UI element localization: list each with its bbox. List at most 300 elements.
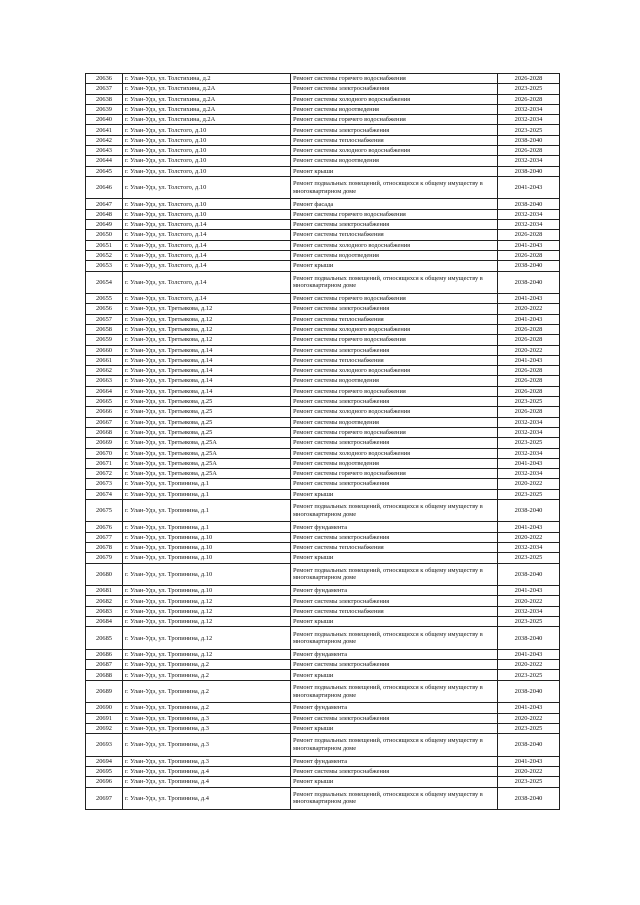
table-row [86,250,560,260]
row-number: 20657 [86,314,123,324]
table-row [86,176,560,199]
period-cell: 2026-2028 [498,146,560,156]
period-cell: 2032-2034 [498,543,560,553]
period-cell: 2038-2040 [498,734,560,757]
table-row [86,135,560,145]
row-number: 20671 [86,458,123,468]
table-row [86,660,560,670]
table-row [86,166,560,176]
table-row [86,649,560,659]
work-type-cell: Ремонт системы водоотведения [291,104,498,114]
work-type-cell: Ремонт крыши [291,166,498,176]
address-cell: г. Улан-Удэ, ул. Толстихина, д.2 [123,74,291,84]
period-cell: 2020-2022 [498,713,560,723]
work-type-cell: Ремонт системы теплоснабжения [291,314,498,324]
work-type-cell: Ремонт системы электроснабжения [291,304,498,314]
row-number: 20638 [86,94,123,104]
address-cell: г. Улан-Удэ, ул. Третьякова, д.14 [123,376,291,386]
table-row [86,304,560,314]
row-number: 20690 [86,703,123,713]
period-cell: 2020-2022 [498,479,560,489]
period-cell: 2038-2040 [498,199,560,209]
work-type-cell: Ремонт системы горячего водоснабжения [291,209,498,219]
table-row [86,84,560,94]
period-cell: 2041-2043 [498,586,560,596]
period-cell: 2038-2040 [498,627,560,650]
table-row [86,104,560,114]
table-row [86,680,560,703]
work-type-cell: Ремонт подвальных помещений, относящихся к общему имуществу в многоквартирном доме [291,680,498,703]
period-cell: 2026-2028 [498,94,560,104]
row-number: 20677 [86,532,123,542]
address-cell: г. Улан-Удэ, ул. Толстого, д.10 [123,209,291,219]
table-row [86,787,560,810]
address-cell: г. Улан-Удэ, ул. Тропинина, д.1 [123,499,291,522]
work-type-cell: Ремонт системы горячего водоснабжения [291,74,498,84]
address-cell: г. Улан-Удэ, ул. Тропинина, д.12 [123,596,291,606]
period-cell: 2032-2034 [498,606,560,616]
work-type-cell: Ремонт системы водоотведения [291,458,498,468]
period-cell: 2026-2028 [498,407,560,417]
row-number: 20681 [86,586,123,596]
address-cell: г. Улан-Удэ, ул. Третьякова, д.12 [123,314,291,324]
row-number: 20687 [86,660,123,670]
period-cell: 2038-2040 [498,261,560,271]
work-type-cell: Ремонт системы электроснабжения [291,479,498,489]
table-row [86,586,560,596]
address-cell: г. Улан-Удэ, ул. Толстихина, д.2А [123,94,291,104]
address-cell: г. Улан-Удэ, ул. Тропинина, д.1 [123,489,291,499]
work-type-cell: Ремонт системы электроснабжения [291,397,498,407]
period-cell: 2038-2040 [498,787,560,810]
repair-schedule-table [85,73,560,810]
address-cell: г. Улан-Удэ, ул. Толстого, д.14 [123,250,291,260]
work-type-cell: Ремонт системы водоотведения [291,250,498,260]
period-cell: 2020-2022 [498,345,560,355]
row-number: 20685 [86,627,123,650]
table-row [86,271,560,294]
work-type-cell: Ремонт системы электроснабжения [291,596,498,606]
address-cell: г. Улан-Удэ, ул. Толстого, д.10 [123,199,291,209]
address-cell: г. Улан-Удэ, ул. Тропинина, д.10 [123,586,291,596]
table-row [86,438,560,448]
row-number: 20649 [86,220,123,230]
period-cell: 2023-2025 [498,125,560,135]
work-type-cell: Ремонт подвальных помещений, относящихся к общему имуществу в многоквартирном доме [291,563,498,586]
table-row [86,366,560,376]
table-row [86,448,560,458]
work-type-cell: Ремонт системы теплоснабжения [291,543,498,553]
address-cell: г. Улан-Удэ, ул. Толстихина, д.2А [123,104,291,114]
work-type-cell: Ремонт системы теплоснабжения [291,230,498,240]
address-cell: г. Улан-Удэ, ул. Толстого, д.10 [123,176,291,199]
row-number: 20684 [86,617,123,627]
table-row [86,522,560,532]
period-cell: 2023-2025 [498,553,560,563]
address-cell: г. Улан-Удэ, ул. Тропинина, д.2 [123,670,291,680]
address-cell: г. Улан-Удэ, ул. Толстого, д.14 [123,220,291,230]
table-body [86,74,560,810]
work-type-cell: Ремонт системы холодного водоснабжения [291,407,498,417]
row-number: 20662 [86,366,123,376]
address-cell: г. Улан-Удэ, ул. Толстого, д.14 [123,261,291,271]
table-row [86,156,560,166]
row-number: 20650 [86,230,123,240]
address-cell: г. Улан-Удэ, ул. Толстого, д.10 [123,125,291,135]
address-cell: г. Улан-Удэ, ул. Третьякова, д.25 [123,397,291,407]
work-type-cell: Ремонт подвальных помещений, относящихся к общему имуществу в многоквартирном доме [291,271,498,294]
row-number: 20679 [86,553,123,563]
row-number: 20639 [86,104,123,114]
work-type-cell: Ремонт системы электроснабжения [291,220,498,230]
row-number: 20682 [86,596,123,606]
work-type-cell: Ремонт крыши [291,777,498,787]
period-cell: 2020-2022 [498,532,560,542]
address-cell: г. Улан-Удэ, ул. Тропинина, д.10 [123,563,291,586]
period-cell: 2041-2043 [498,355,560,365]
period-cell: 2038-2040 [498,563,560,586]
period-cell: 2041-2043 [498,458,560,468]
address-cell: г. Улан-Удэ, ул. Третьякова, д.14 [123,345,291,355]
address-cell: г. Улан-Удэ, ул. Тропинина, д.12 [123,606,291,616]
table-row [86,543,560,553]
table-row [86,563,560,586]
period-cell: 2023-2025 [498,489,560,499]
period-cell: 2023-2025 [498,397,560,407]
table-row [86,713,560,723]
period-cell: 2032-2034 [498,417,560,427]
address-cell: г. Улан-Удэ, ул. Тропинина, д.4 [123,777,291,787]
period-cell: 2041-2043 [498,240,560,250]
address-cell: г. Улан-Удэ, ул. Тропинина, д.3 [123,713,291,723]
row-number: 20693 [86,734,123,757]
row-number: 20696 [86,777,123,787]
period-cell: 2038-2040 [498,271,560,294]
work-type-cell: Ремонт системы электроснабжения [291,438,498,448]
work-type-cell: Ремонт системы горячего водоснабжения [291,115,498,125]
period-cell: 2026-2028 [498,335,560,345]
period-cell: 2020-2022 [498,660,560,670]
row-number: 20642 [86,135,123,145]
row-number: 20691 [86,713,123,723]
address-cell: г. Улан-Удэ, ул. Третьякова, д.25 [123,407,291,417]
table-row [86,606,560,616]
address-cell: г. Улан-Удэ, ул. Третьякова, д.14 [123,355,291,365]
row-number: 20667 [86,417,123,427]
work-type-cell: Ремонт подвальных помещений, относящихся к общему имуществу в многоквартирном доме [291,627,498,650]
address-cell: г. Улан-Удэ, ул. Тропинина, д.10 [123,553,291,563]
work-type-cell: Ремонт системы электроснабжения [291,766,498,776]
period-cell: 2026-2028 [498,250,560,260]
row-number: 20666 [86,407,123,417]
row-number: 20695 [86,766,123,776]
period-cell: 2041-2043 [498,314,560,324]
address-cell: г. Улан-Удэ, ул. Третьякова, д.25А [123,448,291,458]
row-number: 20669 [86,438,123,448]
period-cell: 2032-2034 [498,209,560,219]
table-row [86,146,560,156]
address-cell: г. Улан-Удэ, ул. Толстого, д.14 [123,230,291,240]
work-type-cell: Ремонт системы теплоснабжения [291,355,498,365]
row-number: 20655 [86,294,123,304]
table-row [86,756,560,766]
address-cell: г. Улан-Удэ, ул. Третьякова, д.25А [123,438,291,448]
row-number: 20689 [86,680,123,703]
work-type-cell: Ремонт системы теплоснабжения [291,606,498,616]
table-row [86,489,560,499]
work-type-cell: Ремонт фундамента [291,756,498,766]
work-type-cell: Ремонт фасада [291,199,498,209]
row-number: 20659 [86,335,123,345]
address-cell: г. Улан-Удэ, ул. Тропинина, д.12 [123,617,291,627]
table-row [86,335,560,345]
address-cell: г. Улан-Удэ, ул. Тропинина, д.4 [123,787,291,810]
work-type-cell: Ремонт системы холодного водоснабжения [291,146,498,156]
row-number: 20686 [86,649,123,659]
table-row [86,407,560,417]
work-type-cell: Ремонт крыши [291,670,498,680]
address-cell: г. Улан-Удэ, ул. Тропинина, д.1 [123,479,291,489]
row-number: 20653 [86,261,123,271]
address-cell: г. Улан-Удэ, ул. Тропинина, д.2 [123,703,291,713]
period-cell: 2032-2034 [498,115,560,125]
address-cell: г. Улан-Удэ, ул. Тропинина, д.2 [123,660,291,670]
address-cell: г. Улан-Удэ, ул. Третьякова, д.25А [123,458,291,468]
work-type-cell: Ремонт подвальных помещений, относящихся к общему имуществу в многоквартирном доме [291,787,498,810]
work-type-cell: Ремонт фундамента [291,649,498,659]
row-number: 20688 [86,670,123,680]
address-cell: г. Улан-Удэ, ул. Третьякова, д.14 [123,366,291,376]
work-type-cell: Ремонт системы холодного водоснабжения [291,240,498,250]
table-row [86,627,560,650]
period-cell: 2026-2028 [498,386,560,396]
row-number: 20678 [86,543,123,553]
row-number: 20661 [86,355,123,365]
period-cell: 2041-2043 [498,703,560,713]
work-type-cell: Ремонт системы электроснабжения [291,84,498,94]
row-number: 20668 [86,427,123,437]
period-cell: 2023-2025 [498,723,560,733]
period-cell: 2032-2034 [498,427,560,437]
row-number: 20652 [86,250,123,260]
address-cell: г. Улан-Удэ, ул. Толстого, д.14 [123,294,291,304]
table-row [86,469,560,479]
address-cell: г. Улан-Удэ, ул. Тропинина, д.12 [123,649,291,659]
table-row [86,94,560,104]
period-cell: 2026-2028 [498,366,560,376]
work-type-cell: Ремонт системы горячего водоснабжения [291,469,498,479]
table-row [86,417,560,427]
period-cell: 2032-2034 [498,156,560,166]
address-cell: г. Улан-Удэ, ул. Тропинина, д.10 [123,532,291,542]
table-row [86,376,560,386]
work-type-cell: Ремонт подвальных помещений, относящихся к общему имуществу в многоквартирном доме [291,176,498,199]
work-type-cell: Ремонт системы электроснабжения [291,532,498,542]
table-row [86,766,560,776]
table-row [86,125,560,135]
row-number: 20654 [86,271,123,294]
table-row [86,220,560,230]
address-cell: г. Улан-Удэ, ул. Толстихина, д.2А [123,84,291,94]
work-type-cell: Ремонт системы теплоснабжения [291,135,498,145]
address-cell: г. Улан-Удэ, ул. Толстого, д.10 [123,146,291,156]
work-type-cell: Ремонт подвальных помещений, относящихся к общему имуществу в многоквартирном доме [291,499,498,522]
address-cell: г. Улан-Удэ, ул. Третьякова, д.12 [123,304,291,314]
address-cell: г. Улан-Удэ, ул. Толстого, д.10 [123,156,291,166]
period-cell: 2023-2025 [498,438,560,448]
period-cell: 2041-2043 [498,756,560,766]
table-row [86,479,560,489]
row-number: 20646 [86,176,123,199]
period-cell: 2026-2028 [498,74,560,84]
table-row [86,499,560,522]
table-row [86,115,560,125]
row-number: 20670 [86,448,123,458]
table-row [86,458,560,468]
period-cell: 2023-2025 [498,84,560,94]
row-number: 20643 [86,146,123,156]
table-row [86,294,560,304]
table-row [86,723,560,733]
address-cell: г. Улан-Удэ, ул. Тропинина, д.4 [123,766,291,776]
period-cell: 2023-2025 [498,617,560,627]
row-number: 20656 [86,304,123,314]
table-row [86,230,560,240]
work-type-cell: Ремонт системы водоотведения [291,156,498,166]
table-row [86,74,560,84]
table-row [86,553,560,563]
work-type-cell: Ремонт системы холодного водоснабжения [291,94,498,104]
row-number: 20665 [86,397,123,407]
table-row [86,617,560,627]
period-cell: 2020-2022 [498,766,560,776]
address-cell: г. Улан-Удэ, ул. Тропинина, д.12 [123,627,291,650]
work-type-cell: Ремонт фундамента [291,703,498,713]
table-row [86,703,560,713]
table-row [86,199,560,209]
row-number: 20683 [86,606,123,616]
address-cell: г. Улан-Удэ, ул. Толстого, д.10 [123,135,291,145]
table-row [86,777,560,787]
row-number: 20694 [86,756,123,766]
row-number: 20658 [86,324,123,334]
address-cell: г. Улан-Удэ, ул. Тропинина, д.1 [123,522,291,532]
row-number: 20648 [86,209,123,219]
row-number: 20651 [86,240,123,250]
work-type-cell: Ремонт фундамента [291,586,498,596]
row-number: 20672 [86,469,123,479]
work-type-cell: Ремонт системы холодного водоснабжения [291,366,498,376]
period-cell: 2026-2028 [498,376,560,386]
work-type-cell: Ремонт крыши [291,617,498,627]
period-cell: 2038-2040 [498,135,560,145]
period-cell: 2041-2043 [498,522,560,532]
address-cell: г. Улан-Удэ, ул. Толстого, д.14 [123,271,291,294]
work-type-cell: Ремонт системы горячего водоснабжения [291,386,498,396]
period-cell: 2020-2022 [498,596,560,606]
table-row [86,670,560,680]
address-cell: г. Улан-Удэ, ул. Толстого, д.14 [123,240,291,250]
row-number: 20673 [86,479,123,489]
table-row [86,261,560,271]
table-row [86,240,560,250]
row-number: 20647 [86,199,123,209]
row-number: 20692 [86,723,123,733]
work-type-cell: Ремонт системы холодного водоснабжения [291,448,498,458]
work-type-cell: Ремонт системы электроснабжения [291,660,498,670]
row-number: 20637 [86,84,123,94]
work-type-cell: Ремонт крыши [291,553,498,563]
row-number: 20636 [86,74,123,84]
work-type-cell: Ремонт системы электроснабжения [291,345,498,355]
period-cell: 2023-2025 [498,670,560,680]
row-number: 20660 [86,345,123,355]
period-cell: 2020-2022 [498,304,560,314]
period-cell: 2041-2043 [498,649,560,659]
row-number: 20645 [86,166,123,176]
address-cell: г. Улан-Удэ, ул. Третьякова, д.25 [123,417,291,427]
table-row [86,427,560,437]
period-cell: 2041-2043 [498,294,560,304]
period-cell: 2026-2028 [498,324,560,334]
work-type-cell: Ремонт системы холодного водоснабжения [291,324,498,334]
address-cell: г. Улан-Удэ, ул. Тропинина, д.10 [123,543,291,553]
row-number: 20664 [86,386,123,396]
work-type-cell: Ремонт системы горячего водоснабжения [291,294,498,304]
period-cell: 2023-2025 [498,777,560,787]
work-type-cell: Ремонт системы горячего водоснабжения [291,427,498,437]
work-type-cell: Ремонт фундамента [291,522,498,532]
address-cell: г. Улан-Удэ, ул. Тропинина, д.3 [123,734,291,757]
work-type-cell: Ремонт системы водоотведения [291,376,498,386]
work-type-cell: Ремонт системы водоотведения [291,417,498,427]
table-row [86,324,560,334]
period-cell: 2038-2040 [498,680,560,703]
period-cell: 2032-2034 [498,104,560,114]
period-cell: 2026-2028 [498,230,560,240]
period-cell: 2038-2040 [498,499,560,522]
table-row [86,386,560,396]
table-row [86,596,560,606]
address-cell: г. Улан-Удэ, ул. Третьякова, д.25А [123,469,291,479]
row-number: 20640 [86,115,123,125]
address-cell: г. Улан-Удэ, ул. Третьякова, д.12 [123,335,291,345]
work-type-cell: Ремонт системы электроснабжения [291,125,498,135]
work-type-cell: Ремонт крыши [291,723,498,733]
table-row [86,314,560,324]
address-cell: г. Улан-Удэ, ул. Толстихина, д.2А [123,115,291,125]
address-cell: г. Улан-Удэ, ул. Третьякова, д.14 [123,386,291,396]
work-type-cell: Ремонт системы электроснабжения [291,713,498,723]
period-cell: 2032-2034 [498,469,560,479]
table-row [86,532,560,542]
address-cell: г. Улан-Удэ, ул. Третьякова, д.12 [123,324,291,334]
row-number: 20675 [86,499,123,522]
table-row [86,345,560,355]
address-cell: г. Улан-Удэ, ул. Тропинина, д.3 [123,723,291,733]
address-cell: г. Улан-Удэ, ул. Третьякова, д.25 [123,427,291,437]
row-number: 20674 [86,489,123,499]
row-number: 20641 [86,125,123,135]
row-number: 20697 [86,787,123,810]
work-type-cell: Ремонт подвальных помещений, относящихся к общему имуществу в многоквартирном доме [291,734,498,757]
work-type-cell: Ремонт системы горячего водоснабжения [291,335,498,345]
address-cell: г. Улан-Удэ, ул. Тропинина, д.3 [123,756,291,766]
row-number: 20663 [86,376,123,386]
work-type-cell: Ремонт крыши [291,261,498,271]
row-number: 20680 [86,563,123,586]
table-row [86,397,560,407]
